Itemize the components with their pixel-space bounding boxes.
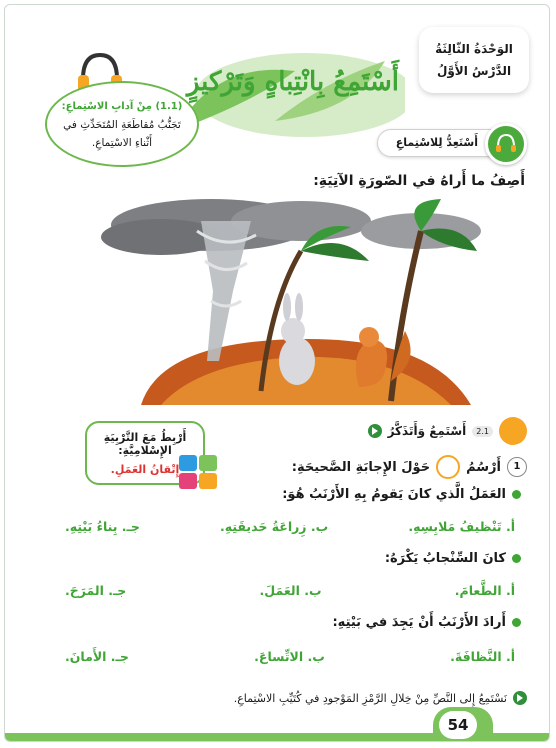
question-2-options — [65, 583, 515, 598]
play-icon[interactable] — [368, 424, 382, 438]
task-text-after: حَوْلَ الإِجابَةِ الصَّحيحَةِ: — [291, 459, 431, 475]
option-b[interactable]: ب. الاتِّساعَ. — [254, 649, 325, 664]
option-b[interactable]: ب. زِراعَةُ حَديقَتِهِ. — [220, 519, 329, 534]
bullet-icon — [512, 554, 521, 563]
listen-label: أَسْتَمِعُ وَأَتَذَكَّرُ — [387, 424, 467, 438]
bullet-icon — [512, 618, 521, 627]
lesson-title: أَسْتَمِعُ بِانْتِباهٍ وَتَرْكيزٍ — [186, 67, 399, 97]
question-3-options — [65, 649, 515, 664]
task-instruction — [292, 455, 527, 479]
bullet-icon — [512, 490, 521, 499]
page-number: 54 — [439, 711, 477, 739]
tornado-scene-illustration — [101, 191, 481, 407]
listen-and-remember-header — [368, 417, 527, 445]
puzzle-icon — [177, 453, 221, 493]
option-c[interactable]: جـ. المَرَحَ. — [65, 583, 127, 598]
question-3 — [332, 615, 521, 630]
footer-note — [234, 691, 527, 705]
task-text-before: أَرْسُمُ — [466, 459, 501, 475]
option-c[interactable]: جـ. بِناءُ بَيْتِهِ. — [65, 519, 140, 534]
ready-to-listen-label: أَسْتَعِدُّ لِلاسْتِماعِ — [377, 129, 519, 157]
etiquette-heading: مِنْ آدابِ الاسْتِماعِ: — [61, 101, 152, 112]
lesson-label: الدَّرْسُ الأَوَّلُ — [436, 64, 512, 78]
footer-text: نَسْتَمِعُ إِلى النَّصِّ مِنْ خِلالِ الرَّمْزِ المَوْجودِ في كُتَيِّبِ الاسْتِماعِ. — [233, 691, 507, 705]
listen-code: 2.1 — [472, 426, 493, 437]
listening-etiquette-bubble — [45, 81, 199, 167]
circle-mark-icon — [436, 455, 460, 479]
question-1-options — [65, 519, 515, 534]
option-b[interactable]: ب. العَمَلَ. — [259, 583, 322, 598]
listening-headphones-icon — [485, 123, 527, 165]
unit-lesson-box — [419, 27, 529, 93]
connect-value: إِتْقانُ العَمَلِ. — [110, 463, 180, 476]
question-text: أَرادَ الأَرْنَبُ أَنْ يَجِدَ في بَيْتِهِ: — [332, 615, 506, 630]
question-1 — [282, 487, 521, 502]
listen-ear-icon — [499, 417, 527, 445]
task-number: 1 — [507, 457, 527, 477]
connect-heading: أَرْبِطُ مَعَ التَّرْبِيَةِ الإِسْلامِيَّةِ: — [103, 431, 187, 457]
question-text: العَمَلُ الَّذي كانَ يَقومُ بِهِ الأَرْنَبُ هُوَ: — [282, 487, 506, 502]
unit-label: الوَحْدَةُ الثّالِثَةُ — [435, 42, 513, 56]
etiquette-code: (1.1) — [155, 101, 183, 112]
question-2 — [385, 551, 521, 566]
etiquette-text: تَجَنُّبُ مُقاطَعَةِ المُتَحَدِّثِ في أَثْناءِ الاسْتِماعِ. — [63, 119, 181, 149]
play-icon[interactable] — [513, 691, 527, 705]
option-a[interactable]: أ. الطَّعامَ. — [454, 583, 515, 598]
option-a[interactable]: أ. تَنْظيفُ مَلابِسِهِ. — [408, 519, 515, 534]
option-c[interactable]: جـ. الأَمانَ. — [65, 649, 129, 664]
textbook-page — [4, 4, 550, 742]
option-a[interactable]: أ. النَّظافَةَ. — [450, 649, 515, 664]
describe-picture-prompt: أَصِفُ ما أَراهُ في الصّورَةِ الآتِيَةِ: — [313, 173, 525, 189]
question-text: كانَ السِّنْجابُ يَكْرَهُ: — [384, 551, 506, 566]
